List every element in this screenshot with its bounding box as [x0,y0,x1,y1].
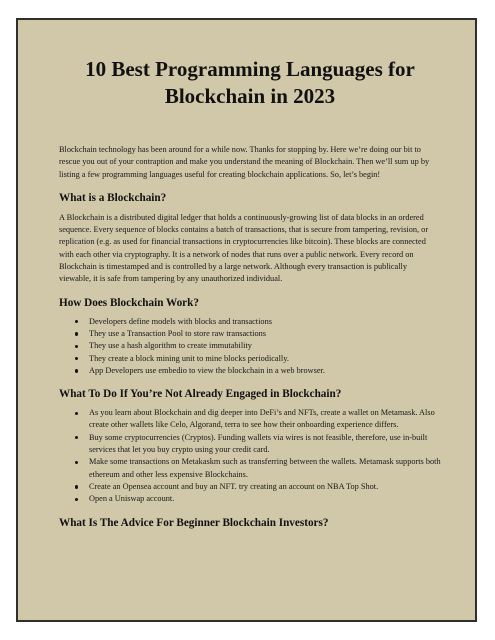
document-content [59,20,441,530]
document-page [16,18,477,622]
bullet-list-how-blockchain-works [59,316,441,377]
list-item: They create a block mining unit to mine blocks periodically. [59,353,441,365]
list-item: Developers define models with blocks and transactions [59,316,441,328]
list-item: Make some transactions on Metakaskm such as transferring between the wallets. Metamask supports both ethereum and other less expensive Blockchains. [59,456,441,481]
list-item: Open a Uniswap account. [59,493,441,505]
list-item: They use a hash algorithm to create immutability [59,340,441,352]
section-heading-what-is-blockchain: What is a Blockchain? [59,191,167,204]
list-item: As you learn about Blockchain and dig deeper into DeFi’s and NFTs, create a wallet on Metamask. Also create other wallets like Celo, Algorand, terra to see how their onboarding experience differs. [59,407,441,432]
intro-paragraph: Blockchain technology has been around for a while now. Thanks for stopping by. Here we’re doing our bit to rescue you out of your contraption and make you understand the meaning of Blockchain. Then we’ll sum up by listing a few programming languages useful for creating blockchain applications. So, let’s begin! [59,145,430,179]
list-item: They use a Transaction Pool to store raw transactions [59,328,441,340]
list-item: App Developers use embedio to view the blockchain in a web browser. [59,365,441,377]
list-item: Create an Opensea account and buy an NFT. try creating an account on NBA Top Shot. [59,481,441,493]
bullet-list-not-engaged [59,407,441,505]
section-heading-not-engaged: What To Do If You’re Not Already Engaged in Blockchain? [59,388,342,401]
page-title: 10 Best Programming Languages for Blockchain in 2023 [85,57,415,108]
section-heading-beginner-advice: What Is The Advice For Beginner Blockchain Investors? [59,516,329,529]
section-paragraph-what-is-blockchain: A Blockchain is a distributed digital ledger that holds a continuously-growing list of data blocks in an ordered sequence. Every sequence of blocks contains a batch of transactions, that is secure from tampering, revision, or replication (e.g. as used for financial transactions in cryptocurrencies like bitcoin). These blocks are connected with each other via cryptography. It is a network of nodes that runs over a public network. Every record on Blockchain is timestamped and is controlled by a large network. Although every transaction is publically viewable, it is safe from tampering by any unauthorized individual. [59,212,429,284]
list-item: Buy some cryptocurrencies (Cryptos). Funding wallets via wires is not feasible, therefore, use in-built services that let you buy crypto using your credit card. [59,432,441,457]
section-heading-how-blockchain-works: How Does Blockchain Work? [59,296,199,309]
